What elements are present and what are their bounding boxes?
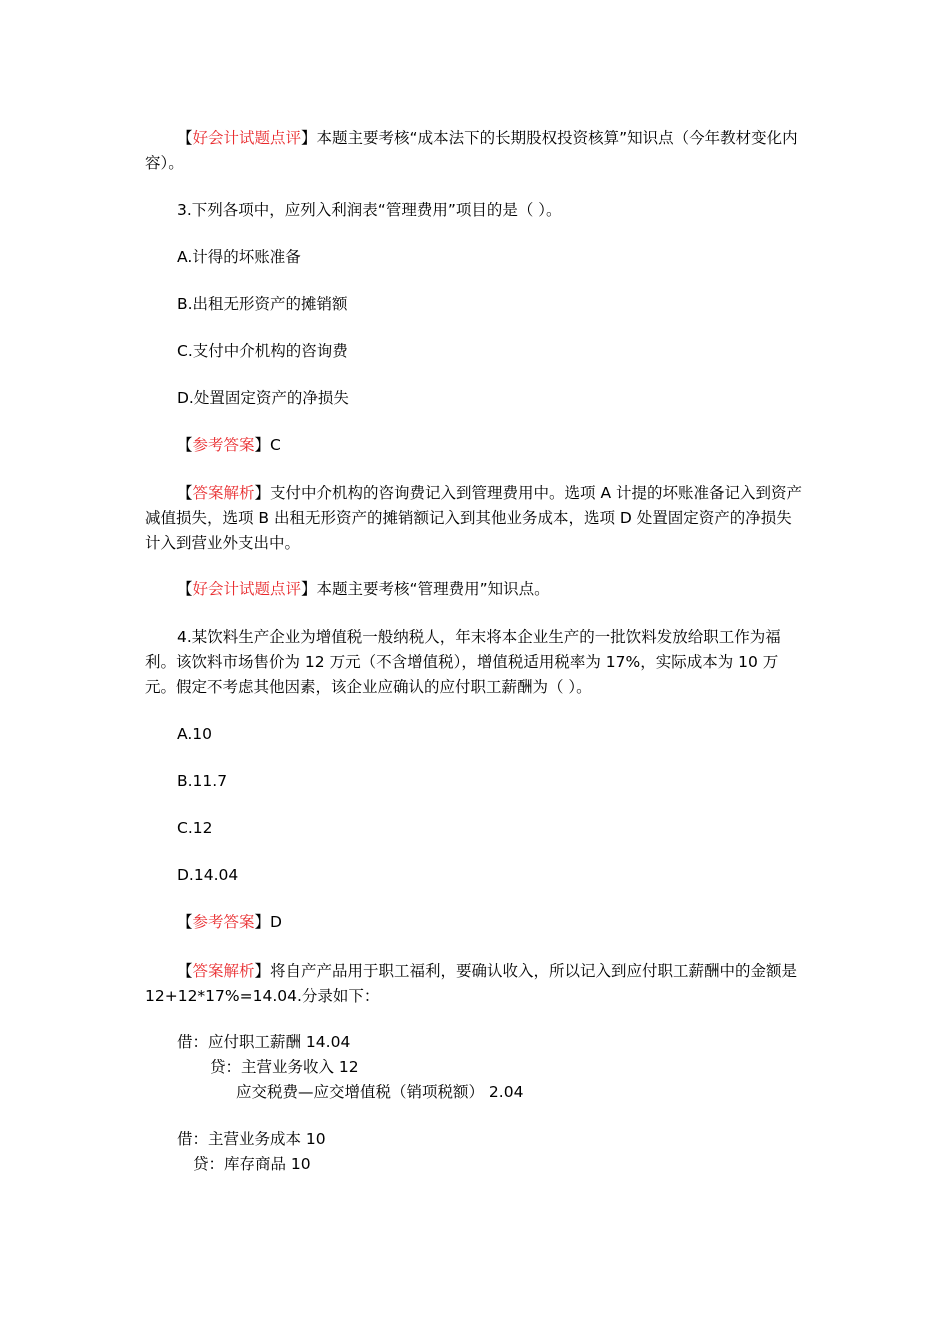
answer-tag: 参考答案 — [192, 913, 255, 931]
review-tag: 好会计试题点评 — [192, 129, 302, 147]
journal-entry-line: 贷：主营业务收入 12 — [210, 1058, 359, 1076]
review-paragraph-1: 【好会计试题点评】本题主要考核“成本法下的长期股权投资核算”知识点（今年教材变化内容）。 — [145, 129, 798, 172]
q4-option-b: B.11.7 — [177, 772, 228, 790]
review-text: 本题主要考核“管理费用”知识点。 — [316, 580, 550, 598]
q4-analysis: 【答案解析】将自产产品用于职工福利，要确认收入，所以记入到应付职工薪酬中的金额是 12+12*17%=14.04.分录如下： — [145, 962, 798, 1005]
q3-option-c: C.支付中介机构的咨询费 — [177, 342, 348, 360]
analysis-tag: 答案解析 — [192, 962, 255, 980]
analysis-text: 将自产产品用于职工福利，要确认收入，所以记入到应付职工薪酬中的金额是 12+12*17%=14.04.分录如下： — [145, 962, 798, 1005]
journal-entry-line: 借：主营业务成本 10 — [177, 1130, 326, 1148]
journal-entry-line: 应交税费—应交增值税（销项税额） 2.04 — [236, 1083, 524, 1101]
q3-review: 【好会计试题点评】本题主要考核“管理费用”知识点。 — [177, 580, 550, 598]
answer-tag: 参考答案 — [192, 436, 255, 454]
q3-answer: 【参考答案】C — [177, 436, 281, 454]
q3-option-a: A.计得的坏账准备 — [177, 248, 301, 266]
question-3: 3.下列各项中，应列入利润表“管理费用”项目的是（ ）。 — [177, 201, 562, 219]
answer-value: D — [270, 913, 282, 931]
answer-value: C — [270, 436, 281, 454]
q4-answer: 【参考答案】D — [177, 913, 282, 931]
q4-option-d: D.14.04 — [177, 866, 239, 884]
journal-entry-line: 贷：库存商品 10 — [193, 1155, 311, 1173]
q3-option-b: B.出租无形资产的摊销额 — [177, 295, 348, 313]
review-text: 本题主要考核“成本法下的长期股权投资核算”知识点（今年教材变化内容）。 — [145, 129, 798, 172]
q4-option-c: C.12 — [177, 819, 213, 837]
review-tag: 好会计试题点评 — [192, 580, 302, 598]
question-4: 4.某饮料生产企业为增值税一般纳税人，年末将本企业生产的一批饮料发放给职工作为福利。该饮料市场售价为 12 万元（不含增值税），增值税适用税率为 17%，实际成本为 10 万元。假定不考虑其他因素，该企业应确认的应付职工薪酬为（ ）。 — [145, 628, 781, 696]
q3-analysis: 【答案解析】支付中介机构的咨询费记入到管理费用中。选项 A 计提的坏账准备记入到资产减值损失，选项 B 出租无形资产的摊销额记入到其他业务成本，选项 D 处置固定资产的净损失计入到营业外支出中。 — [145, 484, 803, 552]
q4-option-a: A.10 — [177, 725, 212, 743]
analysis-text: 支付中介机构的咨询费记入到管理费用中。选项 A 计提的坏账准备记入到资产减值损失，选项 B 出租无形资产的摊销额记入到其他业务成本，选项 D 处置固定资产的净损失计入到营业外支出中。 — [145, 484, 803, 552]
journal-entry-line: 借：应付职工薪酬 14.04 — [177, 1033, 351, 1051]
analysis-tag: 答案解析 — [192, 484, 255, 502]
q3-option-d: D.处置固定资产的净损失 — [177, 389, 349, 407]
